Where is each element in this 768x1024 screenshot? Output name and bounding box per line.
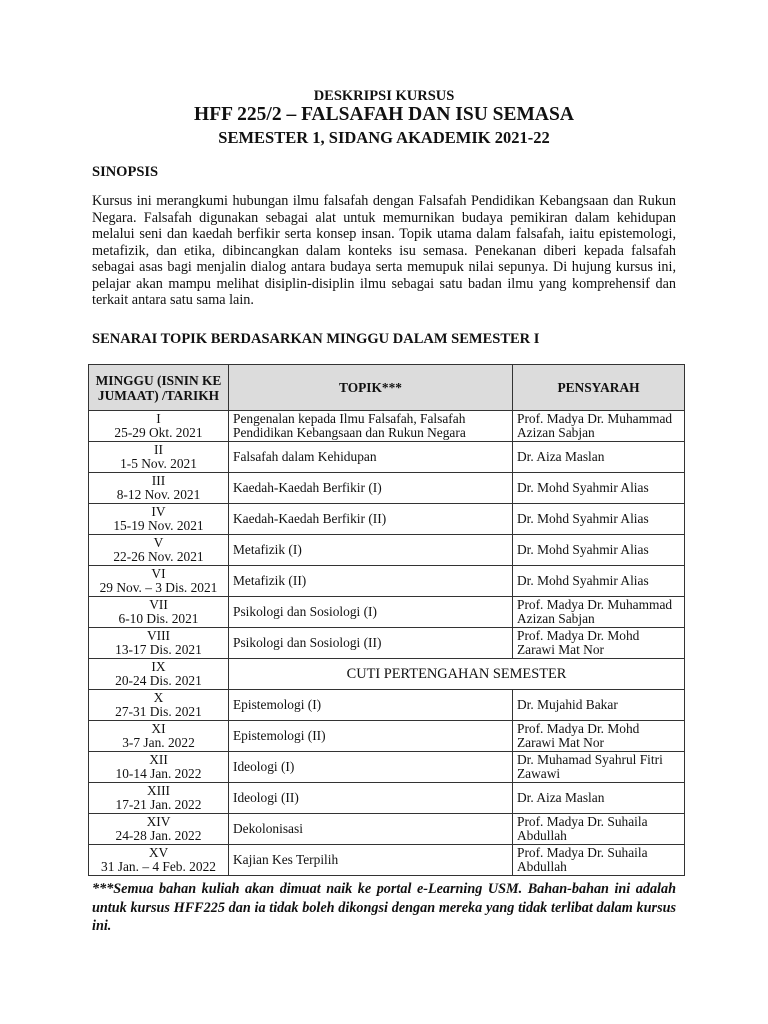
topic-cell: Psikologi dan Sosiologi (II) <box>229 628 513 659</box>
week-date: 25-29 Okt. 2021 <box>114 425 203 440</box>
table-row <box>89 442 685 473</box>
week-number: VII <box>149 596 168 612</box>
topic-cell: Epistemologi (I) <box>229 690 513 721</box>
week-date: 20-24 Dis. 2021 <box>115 673 202 688</box>
lecturer-cell: Dr. Mohd Syahmir Alias <box>513 473 685 504</box>
table-row <box>89 690 685 721</box>
week-cell <box>89 411 229 442</box>
table-row <box>89 752 685 783</box>
doc-heading-label: DESKRIPSI KURSUS <box>313 88 455 104</box>
week-number: XI <box>151 720 166 736</box>
topic-cell: Dekolonisasi <box>229 814 513 845</box>
lecturer-cell: Prof. Madya Dr. Mohd Zarawi Mat Nor <box>513 721 685 752</box>
table-row <box>89 411 685 442</box>
table-row <box>89 504 685 535</box>
table-row <box>89 659 685 690</box>
week-cell <box>89 752 229 783</box>
week-column-header: MINGGU (ISNIN KE JUMAAT) /TARIKH <box>89 365 229 411</box>
topic-rows <box>89 411 685 876</box>
week-number: XIII <box>146 782 171 798</box>
week-number: IV <box>151 503 166 519</box>
lecturer-cell: Dr. Aiza Maslan <box>513 442 685 473</box>
week-cell <box>89 783 229 814</box>
week-cell <box>89 504 229 535</box>
topic-column-header: TOPIK*** <box>229 365 513 411</box>
week-number: XII <box>149 751 168 767</box>
week-date: 6-10 Dis. 2021 <box>118 611 199 626</box>
semester-title: SEMESTER 1, SIDANG AKADEMIK 2021-22 <box>218 128 550 147</box>
topic-cell: Ideologi (II) <box>229 783 513 814</box>
table-row <box>89 535 685 566</box>
week-date: 8-12 Nov. 2021 <box>116 487 201 502</box>
week-number: IX <box>151 658 166 674</box>
week-cell <box>89 597 229 628</box>
week-number: I <box>156 410 161 426</box>
week-number: XV <box>148 844 169 860</box>
table-header-row <box>89 365 685 411</box>
topic-cell: Psikologi dan Sosiologi (I) <box>229 597 513 628</box>
topic-schedule-table <box>88 364 685 876</box>
week-cell <box>89 442 229 473</box>
lecturer-cell: Prof. Madya Dr. Muhammad Azizan Sabjan <box>513 597 685 628</box>
week-cell <box>89 628 229 659</box>
semester-break-cell: CUTI PERTENGAHAN SEMESTER <box>229 659 685 690</box>
week-date: 17-21 Jan. 2022 <box>115 797 202 812</box>
table-row <box>89 473 685 504</box>
sinopsis-heading: SINOPSIS <box>92 164 159 180</box>
lecturer-cell: Prof. Madya Dr. Suhaila Abdullah <box>513 814 685 845</box>
week-number: VI <box>151 565 166 581</box>
table-row <box>89 597 685 628</box>
footnote: ***Semua bahan kuliah akan dimuat naik ke portal e-Learning USM. Bahan-bahan ini adalah untuk kursus HFF225 dan ia tidak boleh dikongsi dengan mereka yang tidak terlibat dalam kursus ini. <box>92 881 676 934</box>
topic-cell: Falsafah dalam Kehidupan <box>229 442 513 473</box>
table-row <box>89 628 685 659</box>
lecturer-cell: Dr. Mohd Syahmir Alias <box>513 566 685 597</box>
week-cell <box>89 845 229 876</box>
week-number: X <box>153 689 164 705</box>
table-row <box>89 814 685 845</box>
lecturer-cell: Dr. Muhamad Syahrul Fitri Zawawi <box>513 752 685 783</box>
week-date: 31 Jan. – 4 Feb. 2022 <box>101 859 216 874</box>
week-date: 22-26 Nov. 2021 <box>113 549 204 564</box>
week-date: 27-31 Dis. 2021 <box>115 704 202 719</box>
week-date: 13-17 Dis. 2021 <box>115 642 202 657</box>
week-date: 15-19 Nov. 2021 <box>113 518 204 533</box>
lecturer-column-header: PENSYARAH <box>513 365 685 411</box>
topic-cell: Epistemologi (II) <box>229 721 513 752</box>
topic-cell: Kaedah-Kaedah Berfikir (I) <box>229 473 513 504</box>
table-row <box>89 845 685 876</box>
lecturer-cell: Dr. Mohd Syahmir Alias <box>513 504 685 535</box>
week-cell <box>89 535 229 566</box>
lecturer-cell: Prof. Madya Dr. Muhammad Azizan Sabjan <box>513 411 685 442</box>
topic-cell: Metafizik (II) <box>229 566 513 597</box>
week-number: XIV <box>146 813 171 829</box>
lecturer-cell: Dr. Mujahid Bakar <box>513 690 685 721</box>
week-number: V <box>153 534 164 550</box>
topic-cell: Ideologi (I) <box>229 752 513 783</box>
week-date: 10-14 Jan. 2022 <box>115 766 202 781</box>
course-title: HFF 225/2 – FALSAFAH DAN ISU SEMASA <box>194 104 574 125</box>
sinopsis-body: Kursus ini merangkumi hubungan ilmu falsafah dengan Falsafah Pendidikan Kebangsaan dan Rukun Negara. Falsafah digunakan sebagai alat untuk memurnikan budaya pemikiran dalam kehidupan melalui seni dan kaedah berfikir serta konsep insan. Topik utama dalam falsafah, iaitu epistemologi, metafizik, dan etika, dibincangkan dalam konteks isu semasa. Penekanan diberi kepada falsafah sebagai asas bagi menjalin dialog antara budaya serta memupuk nilai sepunya. Di hujung kursus ini, pelajar akan mampu melihat disiplin-disiplin ilmu sebagai satu badan ilmu yang komprehensif dan terkait antara satu sama lain. <box>92 193 676 308</box>
week-cell <box>89 690 229 721</box>
week-cell <box>89 566 229 597</box>
week-date: 29 Nov. – 3 Dis. 2021 <box>99 580 218 595</box>
table-row <box>89 566 685 597</box>
table-row <box>89 783 685 814</box>
week-number: VIII <box>146 627 171 643</box>
week-date: 3-7 Jan. 2022 <box>122 735 195 750</box>
week-cell <box>89 473 229 504</box>
lecturer-cell: Dr. Aiza Maslan <box>513 783 685 814</box>
week-date: 1-5 Nov. 2021 <box>120 456 197 471</box>
topic-cell: Pengenalan kepada Ilmu Falsafah, Falsafah Pendidikan Kebangsaan dan Rukun Negara <box>229 411 513 442</box>
week-date: 24-28 Jan. 2022 <box>115 828 202 843</box>
lecturer-cell: Prof. Madya Dr. Mohd Zarawi Mat Nor <box>513 628 685 659</box>
week-number: II <box>154 441 163 457</box>
lecturer-cell: Prof. Madya Dr. Suhaila Abdullah <box>513 845 685 876</box>
topic-cell: Kajian Kes Terpilih <box>229 845 513 876</box>
week-number: III <box>151 472 166 488</box>
topic-cell: Metafizik (I) <box>229 535 513 566</box>
topic-cell: Kaedah-Kaedah Berfikir (II) <box>229 504 513 535</box>
table-row <box>89 721 685 752</box>
week-cell <box>89 721 229 752</box>
week-cell <box>89 814 229 845</box>
week-cell <box>89 659 229 690</box>
lecturer-cell: Dr. Mohd Syahmir Alias <box>513 535 685 566</box>
topic-list-heading: SENARAI TOPIK BERDASARKAN MINGGU DALAM SEMESTER I <box>92 331 540 347</box>
